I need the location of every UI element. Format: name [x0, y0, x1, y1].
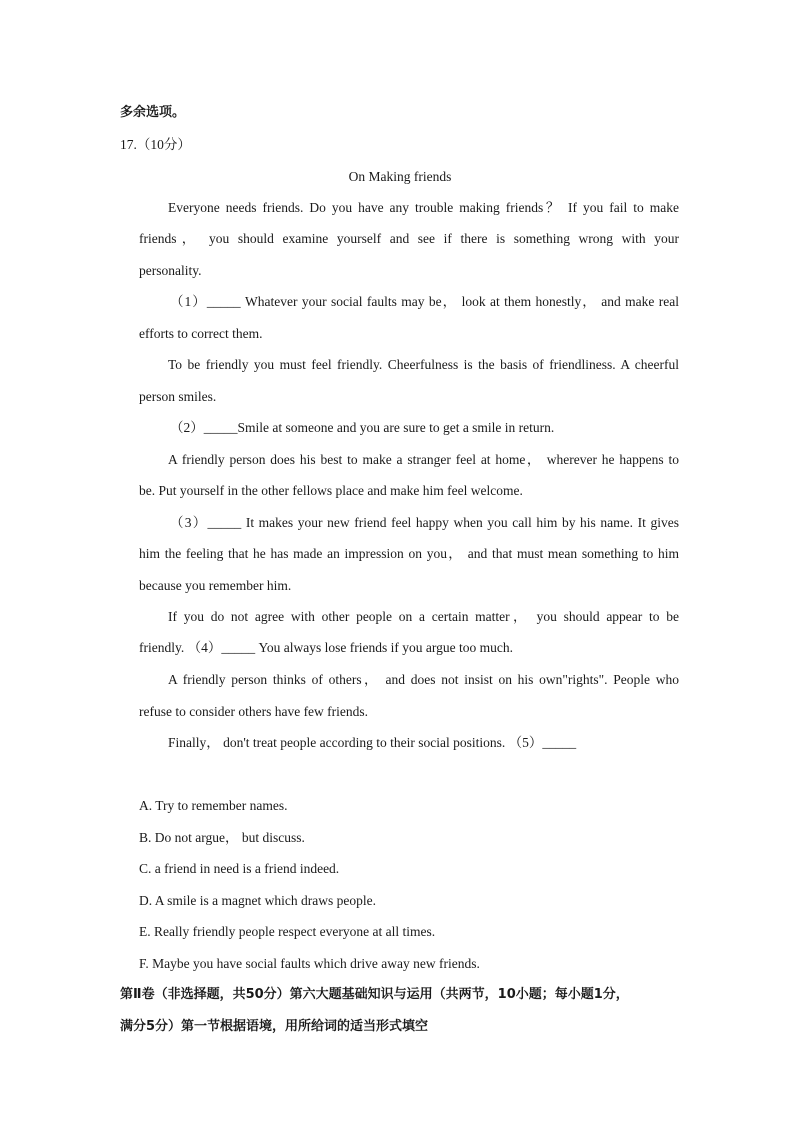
question-number: 17. [120, 137, 137, 152]
p3-line2: person smiles. [139, 389, 217, 404]
question-points: （10分） [136, 137, 191, 152]
option-e: E. Really friendly people respect everyone at all times. [139, 924, 436, 939]
p5-line2: be. Put yourself in the other fellows place and make him feel welcome. [139, 483, 523, 498]
passage-title: On Making friends [348, 169, 452, 184]
p9-line1: Finally， don't treat people according to their social positions. （5）_____ [168, 735, 577, 750]
p6-line2: him the feeling that he has made an impression on you， and that must mean something to him [139, 546, 679, 561]
p1-line1: Everyone needs friends. Do you have any trouble making friends？ If you fail to make [168, 200, 679, 215]
p6-line1: （3）_____ It makes your new friend feel happy when you call him by his name. It gives [170, 515, 679, 530]
option-c: C. a friend in need is a friend indeed. [139, 861, 340, 876]
option-d: D. A smile is a magnet which draws people. [139, 893, 376, 908]
p1-line2: friends， you should examine yourself and see if there is something wrong with your [139, 231, 679, 246]
question-header [120, 136, 191, 154]
p7-line2: friendly. （4）_____ You always lose friends if you argue too much. [139, 640, 513, 655]
p5-line1: A friendly person does his best to make a stranger feel at home， wherever he happens to [168, 452, 679, 467]
p8-line2: refuse to consider others have few friends. [139, 704, 369, 719]
p8-line1: A friendly person thinks of others， and does not insist on his own"rights". People who [168, 672, 679, 687]
section2-line2: 满分5分）第一节根据语境，用所给词的适当形式填空 [120, 1019, 429, 1034]
section2-line1: 第Ⅱ卷（非选择题，共50分）第六大题基础知识与运用（共两节，10小题；每小题1分， [120, 987, 629, 1002]
p1-line3: personality. [139, 263, 202, 278]
p7-line1: If you do not agree with other people on a certain matter， you should appear to be [168, 609, 679, 624]
p4-line1: （2）_____Smile at someone and you are sure to get a smile in return. [170, 420, 555, 435]
option-f: F. Maybe you have social faults which drive away new friends. [139, 956, 480, 971]
option-b: B. Do not argue， but discuss. [139, 830, 305, 845]
p2-line1: （1）_____ Whatever your social faults may be， look at them honestly， and make real [170, 294, 679, 309]
p3-line1: To be friendly you must feel friendly. Cheerfulness is the basis of friendliness. A cheerful [168, 357, 679, 372]
p6-line3: because you remember him. [139, 578, 292, 593]
header-note: 多余选项。 [120, 105, 186, 120]
p2-line2: efforts to correct them. [139, 326, 263, 341]
option-a: A. Try to remember names. [139, 798, 288, 813]
